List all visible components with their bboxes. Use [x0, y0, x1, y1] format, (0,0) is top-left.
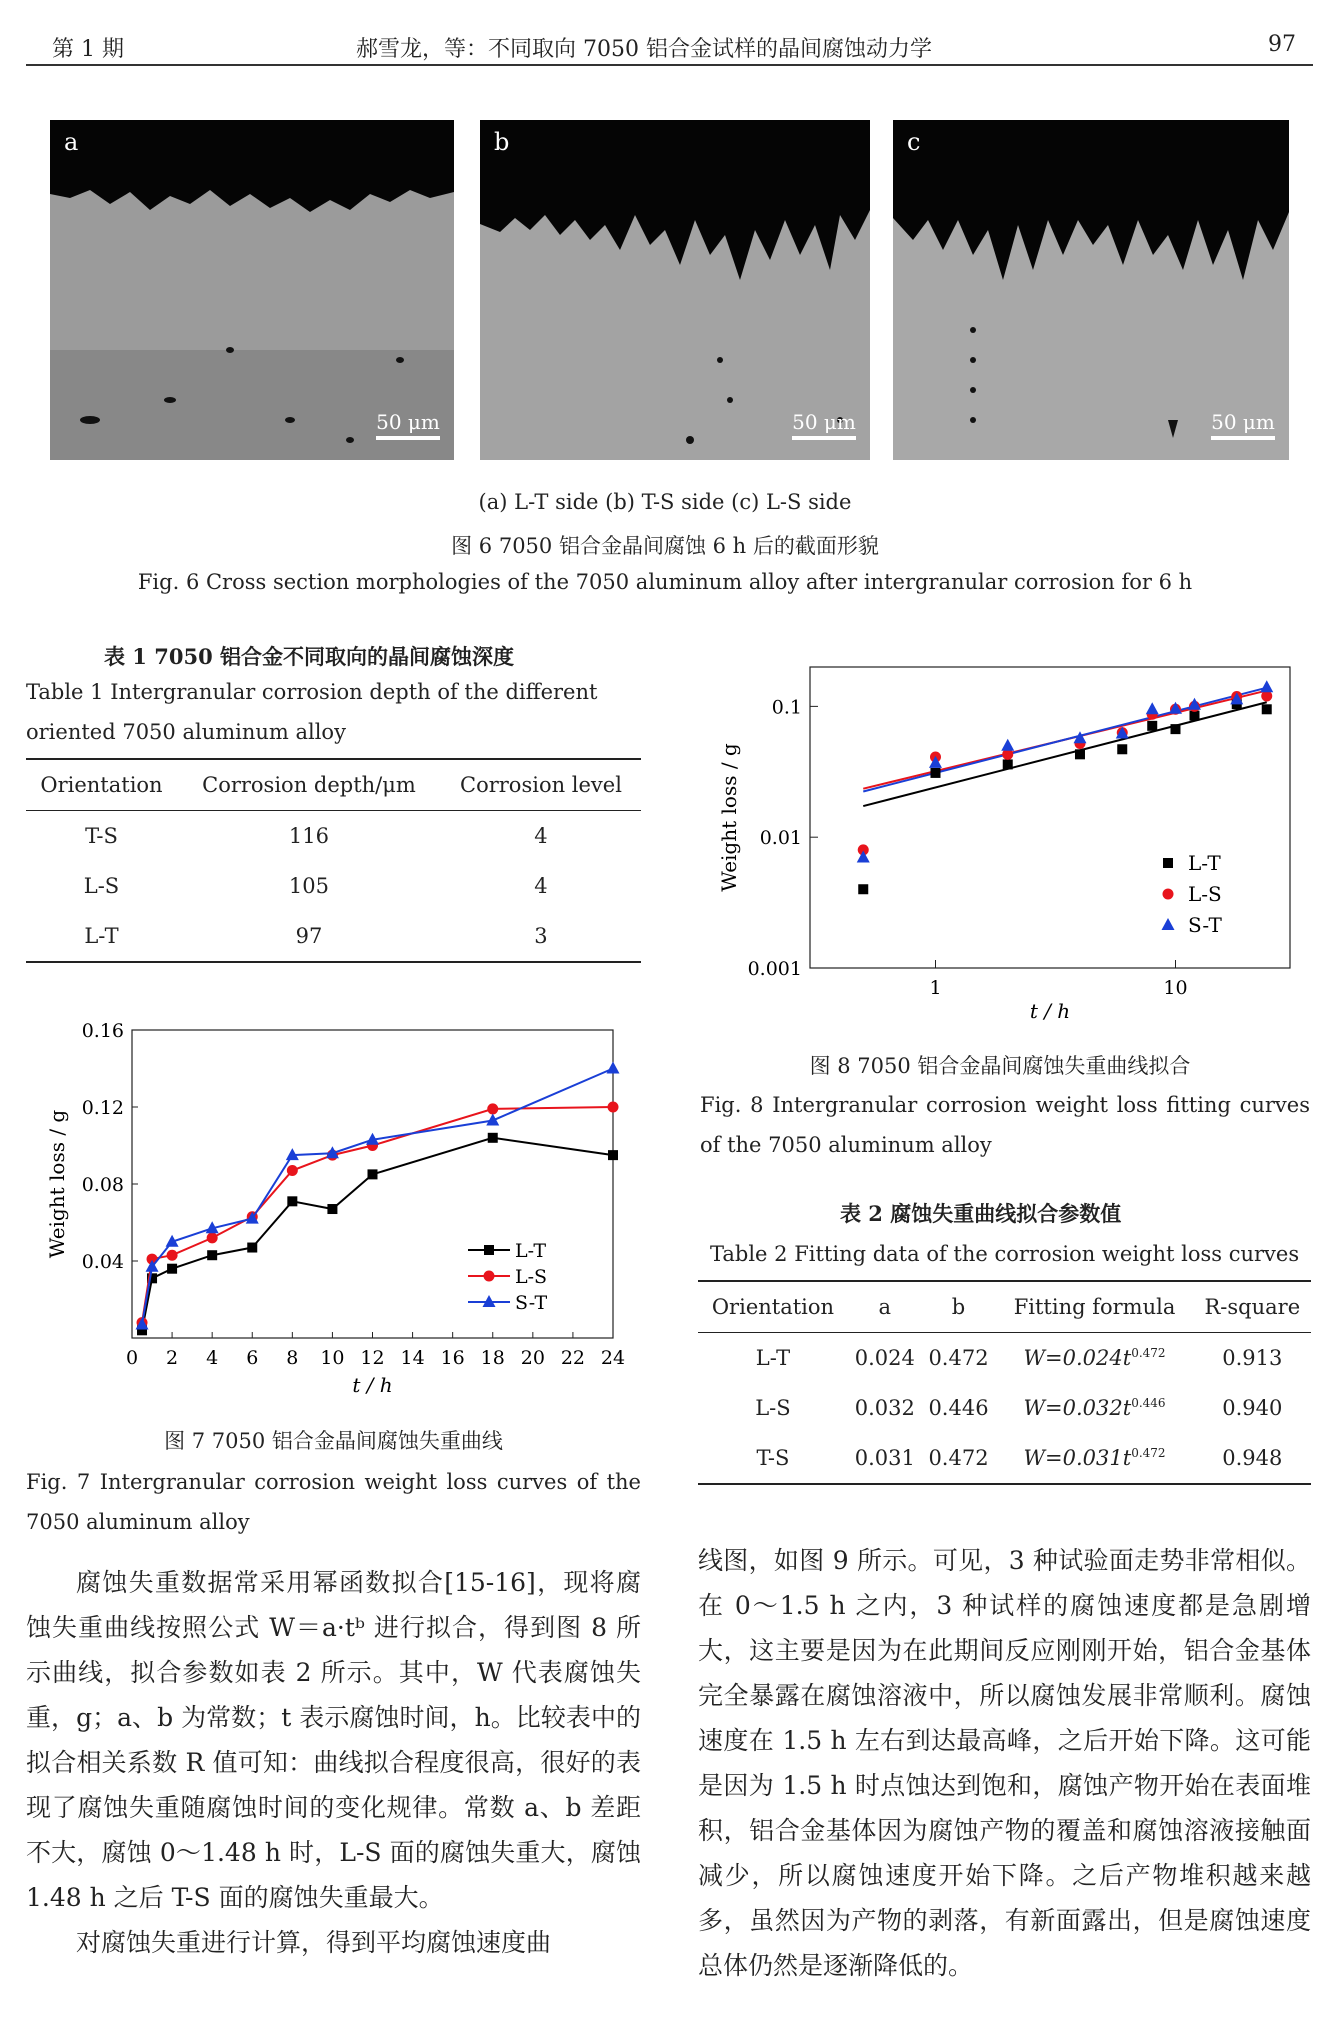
- data-point-L-T: [1075, 749, 1085, 759]
- table-row: T-S 0.031 0.472 $W=0.031t^{0.472}$ 0.948: [756, 1446, 1283, 1470]
- issue-number: 第 1 期: [52, 37, 124, 62]
- fit-line-S-T: [863, 688, 1266, 792]
- table2-header: a: [878, 1295, 892, 1319]
- fig7-caption-cn: 图 7 7050 铝合金晶间腐蚀失重曲线: [164, 1429, 503, 1453]
- table2-header: b: [951, 1295, 966, 1319]
- fig8-chart: [700, 655, 1300, 1030]
- legend-marker: [484, 1271, 495, 1282]
- table-row: L-S 0.032 0.446 $W=0.032t^{0.446}$ 0.940: [755, 1396, 1283, 1420]
- legend-label: L-S: [1188, 882, 1222, 906]
- paragraph: 腐蚀失重数据常采用幂函数拟合[15-16]，现将腐蚀失重曲线按照公式 W＝a·tᵇ 进行拟合，得到图 8 所示曲线，拟合参数如表 2 所示。其中，W 代表腐蚀失重，g；a、b 为常数；t 表示腐蚀时间，h。比较表中的拟合相关系数 R 值可知：曲线拟合程度很高，很好的表现了腐蚀失重随腐蚀时间的变化规律。常数 a、b 差距不大，腐蚀 0～1.48 h 时，L-S 面的腐蚀失重大，腐蚀 1.48 h 之后 T-S 面的腐蚀失重最大。: [26, 1568, 641, 1912]
- table1: [26, 758, 641, 963]
- x-axis-label: t / h: [352, 1373, 393, 1397]
- table2-header: Orientation: [711, 1295, 835, 1319]
- data-point-L-S: [608, 1102, 619, 1113]
- data-point-L-S: [167, 1250, 178, 1261]
- data-point-L-T: [1170, 724, 1180, 734]
- fig6-subcaption: (a) L-T side (b) T-S side (c) L-S side: [478, 490, 852, 514]
- x-tick-label: 12: [360, 1347, 385, 1369]
- y-axis-label: Weight loss / g: [717, 743, 741, 892]
- x-tick-label: 18: [480, 1347, 505, 1369]
- x-tick-label: 24: [600, 1347, 626, 1369]
- table1-header: Orientation: [40, 773, 163, 797]
- data-point-L-T: [1003, 759, 1013, 769]
- header-rule: [26, 64, 1313, 66]
- data-point-L-T: [368, 1169, 378, 1179]
- x-tick-label: 6: [246, 1347, 259, 1369]
- table1-caption-en: Table 1 Intergranular corrosion depth of the different oriented 7050 aluminum alloy: [26, 680, 598, 744]
- legend-marker: [1163, 858, 1173, 868]
- y-tick-label: 0.01: [759, 827, 802, 850]
- fig7-svg: [45, 1020, 642, 1400]
- data-point-S-T: [1001, 739, 1014, 751]
- y-axis-label: Weight loss / g: [45, 1109, 69, 1259]
- table-row: L-T 0.024 0.472 $W=0.024t^{0.472}$ 0.913: [755, 1346, 1283, 1370]
- fig8-svg: [700, 655, 1300, 1030]
- x-tick-label: 4: [206, 1347, 219, 1369]
- table2-header: Fitting formula: [1013, 1295, 1176, 1319]
- legend-label: S-T: [515, 1292, 548, 1314]
- table2: [698, 1280, 1311, 1485]
- data-point-L-T: [207, 1250, 217, 1260]
- x-tick-label: 16: [440, 1347, 465, 1369]
- fig8-caption-cn: 图 8 7050 铝合金晶间腐蚀失重曲线拟合: [809, 1054, 1191, 1078]
- legend-label: L-S: [515, 1266, 548, 1288]
- legend-marker: [1163, 889, 1174, 900]
- legend-label: S-T: [1188, 913, 1222, 937]
- y-tick-label: 0.001: [747, 958, 802, 980]
- data-point-S-T: [1260, 680, 1273, 692]
- table-row: T-S 116 4: [85, 824, 548, 848]
- data-point-L-T: [247, 1243, 257, 1253]
- paragraph: 对腐蚀失重进行计算，得到平均腐蚀速度曲: [76, 1928, 552, 1957]
- paragraph: 线图，如图 9 所示。可见，3 种试验面走势非常相似。在 0～1.5 h 之内，3 种试样的腐蚀速度都是急剧增大，这主要是因为在此期间反应刚刚开始，铝合金基体完全暴露在腐蚀溶液中，所以腐蚀发展非常顺利。腐蚀速度在 1.5 h 左右到达最高峰，之后开始下降。这可能是因为 1.5 h 时点蚀达到饱和，腐蚀产物开始在表面堆积，铝合金基体因为腐蚀产物的覆盖和腐蚀溶液接触面减少，所以腐蚀速度开始下降。之后产物堆积越来越多，虽然因为产物的剥落，有新面露出，但是腐蚀速度总体仍然是逐渐降低的。: [698, 1546, 1311, 1980]
- x-tick-label: 10: [320, 1347, 345, 1369]
- panel-label-a: a: [64, 128, 79, 156]
- data-point-S-T: [607, 1062, 620, 1074]
- y-tick-label: 0.12: [81, 1097, 124, 1119]
- table-row: L-T 97 3: [84, 924, 548, 948]
- legend-label: L-T: [515, 1240, 547, 1262]
- y-tick-label: 0.1: [771, 696, 802, 719]
- data-point-L-S: [487, 1103, 498, 1114]
- data-point-L-T: [1262, 704, 1272, 714]
- legend-marker: [484, 1245, 494, 1255]
- x-tick-label: 2: [166, 1347, 179, 1369]
- y-tick-label: 0.16: [81, 1020, 124, 1042]
- table2-header: R-square: [1204, 1295, 1301, 1319]
- x-tick-label: 20: [520, 1347, 545, 1369]
- x-tick-label: 22: [560, 1347, 586, 1369]
- fit-line-L-T: [863, 702, 1266, 806]
- scale-bar-b: 50 μm: [792, 410, 856, 440]
- panel-label-c: c: [907, 128, 921, 156]
- data-point-L-T: [1117, 744, 1127, 754]
- data-point-L-T: [287, 1196, 297, 1206]
- data-point-L-T: [930, 768, 940, 778]
- fig7-caption-en: Fig. 7 Intergranular corrosion weight loss curves of the 7050 aluminum alloy: [26, 1470, 641, 1534]
- table1-header: Corrosion depth/μm: [202, 773, 416, 797]
- scale-bar-a: 50 μm: [376, 410, 440, 440]
- micrograph-a: [50, 120, 454, 460]
- x-tick-label: 0: [125, 1347, 139, 1369]
- table-row: L-S 105 4: [83, 874, 548, 898]
- x-tick-label: 10: [1163, 977, 1188, 999]
- data-point-L-T: [1147, 721, 1157, 731]
- data-point-L-T: [167, 1264, 177, 1274]
- left-column-text: [26, 1560, 641, 1965]
- x-axis-label: t / h: [1029, 999, 1071, 1023]
- data-point-L-T: [608, 1150, 618, 1160]
- table1-header: Corrosion level: [460, 773, 622, 797]
- micrograph-b: [480, 120, 870, 460]
- x-tick-label: 1: [929, 977, 942, 999]
- data-point-L-T: [858, 884, 868, 894]
- data-point-S-T: [1146, 702, 1159, 714]
- x-tick-label: 14: [400, 1347, 425, 1369]
- fig7-chart: [45, 1020, 642, 1400]
- fig6-caption-en: Fig. 6 Cross section morphologies of the 7050 aluminum alloy after intergranular corrosion for 6 h: [137, 570, 1193, 594]
- running-title: 郝雪龙，等：不同取向 7050 铝合金试样的晶间腐蚀动力学: [356, 37, 932, 62]
- data-point-L-S: [287, 1165, 298, 1176]
- data-point-L-S: [207, 1232, 218, 1243]
- page-number: 97: [1268, 32, 1296, 57]
- micrograph-c: [893, 120, 1289, 460]
- table2-caption-en: Table 2 Fitting data of the corrosion weight loss curves: [710, 1242, 1300, 1266]
- data-point-L-T: [488, 1133, 498, 1143]
- fig6-caption-cn: 图 6 7050 铝合金晶间腐蚀 6 h 后的截面形貌: [451, 534, 879, 558]
- y-tick-label: 0.04: [81, 1251, 124, 1273]
- scale-bar-c: 50 μm: [1211, 410, 1275, 440]
- table2-caption-cn: 表 2 腐蚀失重曲线拟合参数值: [840, 1201, 1122, 1226]
- legend-label: L-T: [1188, 851, 1221, 875]
- x-tick-label: 8: [286, 1347, 299, 1369]
- y-tick-label: 0.08: [81, 1174, 124, 1196]
- data-point-L-T: [327, 1204, 337, 1214]
- fig8-caption-en: Fig. 8 Intergranular corrosion weight loss fitting curves of the 7050 aluminum alloy: [700, 1093, 1310, 1157]
- right-column-text: [698, 1538, 1311, 1988]
- table1-caption-cn: 表 1 7050 铝合金不同取向的晶间腐蚀深度: [104, 644, 514, 669]
- panel-label-b: b: [494, 128, 510, 156]
- legend-marker: [1162, 918, 1175, 930]
- data-point-L-T: [1189, 711, 1199, 721]
